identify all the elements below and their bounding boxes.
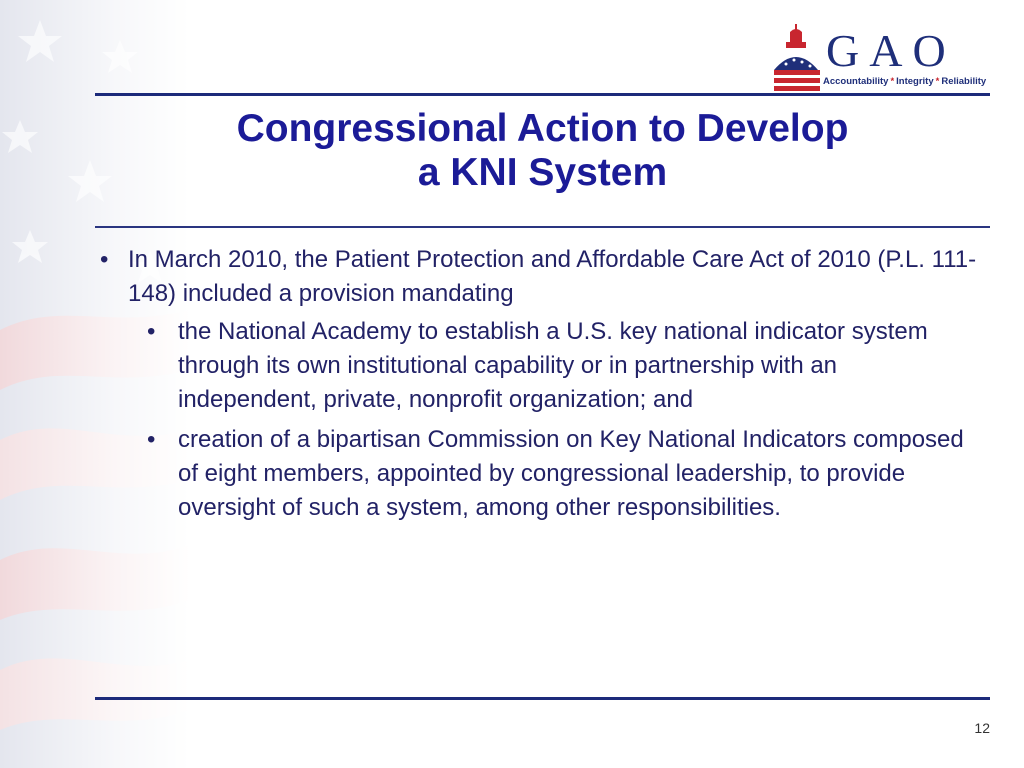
bullet-marker: • <box>147 318 156 345</box>
tagline-accountability: Accountability <box>823 76 889 87</box>
tagline-separator: * <box>890 76 895 87</box>
slide-title <box>95 107 990 195</box>
bullet-sub-1-text: the National Academy to establish a U.S. key national indicator system through its own institutional capability or in partnership with an independent, private, nonprofit organization; and <box>178 318 928 413</box>
bullet-sub-2 <box>97 423 977 525</box>
page-number: 12 <box>974 720 990 736</box>
footer-rule <box>95 697 990 700</box>
bullet-marker: • <box>100 246 109 273</box>
header-rule <box>95 93 990 96</box>
slide-body <box>97 243 977 525</box>
tagline-reliability: Reliability <box>941 76 987 87</box>
bullet-sub-1 <box>97 315 977 417</box>
bullet-main <box>97 243 977 311</box>
logo-letters: GAO <box>826 25 956 76</box>
bullet-main-text: In March 2010, the Patient Protection and Affordable Care Act of 2010 (P.L. 111-148) included a provision mandating <box>128 246 977 307</box>
tagline-separator: * <box>935 76 940 87</box>
title-line-1: Congressional Action to Develop <box>236 107 849 150</box>
title-rule <box>95 226 990 228</box>
gao-logo <box>768 22 992 94</box>
bullet-sub-2-text: creation of a bipartisan Commission on Key National Indicators composed of eight members, appointed by congressional leadership, to provide oversight of such a system, among other responsibilities. <box>178 426 964 521</box>
title-line-2: a KNI System <box>417 151 668 194</box>
logo-tagline <box>823 76 986 88</box>
tagline-integrity: Integrity <box>896 76 934 87</box>
capitol-flag-icon <box>768 22 828 94</box>
bullet-marker: • <box>147 426 156 453</box>
